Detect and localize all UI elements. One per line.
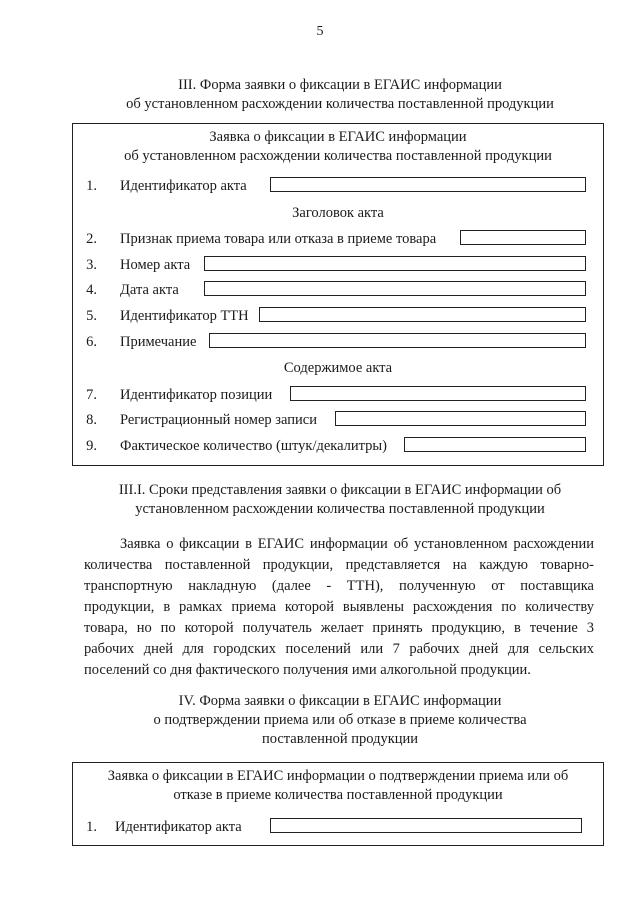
row-label: Идентификатор акта xyxy=(115,819,242,835)
actual-quantity-field[interactable] xyxy=(404,437,586,452)
row-number: 8. xyxy=(86,412,97,428)
row-label: Примечание xyxy=(120,334,197,350)
section-3-heading xyxy=(60,76,620,114)
row-label: Признак приема товара или отказа в приеме товара xyxy=(120,231,437,247)
row-number: 5. xyxy=(86,308,97,324)
page-number: 5 xyxy=(316,24,324,39)
act-id-field[interactable] xyxy=(270,177,586,192)
registration-number-field[interactable] xyxy=(335,411,586,426)
form-title-line: Заявка о фиксации в ЕГАИС информации о подтверждении приема или об xyxy=(107,768,569,784)
acceptance-flag-field[interactable] xyxy=(460,230,586,245)
form-row-act-date xyxy=(73,280,603,300)
heading-line: о подтверждении приема или об отказе в приеме количества xyxy=(153,712,527,728)
acceptance-request-form xyxy=(72,762,604,846)
content-subtitle: Содержимое акта xyxy=(283,360,393,376)
paragraph-line: продукции, в рамках приема которой выявлены расхождения по количеству xyxy=(84,599,594,615)
paragraph-line: рабочих дней для городских поселений или 7 рабочих дней для сельских xyxy=(84,641,594,657)
heading-line: III.I. Сроки представления заявки о фиксации в ЕГАИС информации об xyxy=(118,482,562,498)
note-field[interactable] xyxy=(209,333,586,348)
form-title-line: Заявка о фиксации в ЕГАИС информации xyxy=(209,129,467,145)
form-row-act-id xyxy=(73,176,603,196)
form-row-registration-number xyxy=(73,410,603,430)
row-label: Идентификатор ТТН xyxy=(120,308,249,324)
position-id-field[interactable] xyxy=(290,386,586,401)
paragraph-line: Заявка о фиксации в ЕГАИС информации об установленном расхождении xyxy=(120,536,594,552)
section-3-1-heading xyxy=(60,481,620,519)
form-row-position-id xyxy=(73,385,603,405)
form-row-note xyxy=(73,332,603,352)
act-id-field[interactable] xyxy=(270,818,582,833)
form-title xyxy=(73,128,603,166)
act-number-field[interactable] xyxy=(204,256,586,271)
row-label: Идентификатор акта xyxy=(120,178,247,194)
heading-line: об установленном расхождении количества поставленной продукции xyxy=(126,96,554,112)
deadline-paragraph xyxy=(84,534,594,681)
row-number: 2. xyxy=(86,231,97,247)
heading-line: III. Форма заявки о фиксации в ЕГАИС информации xyxy=(178,77,502,93)
row-number: 6. xyxy=(86,334,97,350)
paragraph-line: количества поставленной продукции, представляется на каждую товарно- xyxy=(84,557,594,573)
form-row-ttn-id xyxy=(73,306,603,326)
form-title-line: отказе в приеме количества поставленной продукции xyxy=(173,787,503,803)
row-label: Регистрационный номер записи xyxy=(120,412,317,428)
paragraph-line: товара, но по которой получатель желает принять продукцию, в течение 3 xyxy=(84,620,594,636)
form-title-line: об установленном расхождении количества поставленной продукции xyxy=(124,148,552,164)
row-number: 9. xyxy=(86,438,97,454)
form-title xyxy=(73,767,603,805)
act-date-field[interactable] xyxy=(204,281,586,296)
heading-line: IV. Форма заявки о фиксации в ЕГАИС информации xyxy=(178,693,502,709)
row-label: Номер акта xyxy=(120,257,191,273)
heading-line: установленном расхождении количества поставленной продукции xyxy=(135,501,545,517)
heading-line: поставленной продукции xyxy=(261,731,419,747)
row-number: 4. xyxy=(86,282,97,298)
row-number: 7. xyxy=(86,387,97,403)
form-row-acceptance-flag xyxy=(73,229,603,249)
row-number: 3. xyxy=(86,257,97,273)
form-row-actual-quantity xyxy=(73,436,603,456)
discrepancy-request-form xyxy=(72,123,604,466)
row-label: Фактическое количество (штук/декалитры) xyxy=(120,438,388,454)
section-4-heading xyxy=(60,692,620,749)
form-row-act-id xyxy=(73,817,603,837)
row-label: Дата акта xyxy=(120,282,179,298)
paragraph-line: поселений со дня фактического получения ими алкогольной продукции. xyxy=(84,662,531,678)
header-subtitle: Заголовок акта xyxy=(292,205,384,221)
row-label: Идентификатор позиции xyxy=(120,387,273,403)
form-row-act-number xyxy=(73,255,603,275)
row-number: 1. xyxy=(86,178,97,194)
ttn-id-field[interactable] xyxy=(259,307,586,322)
row-number: 1. xyxy=(86,819,97,835)
paragraph-line: транспортную накладную (далее - ТТН), полученную от поставщика xyxy=(84,578,594,594)
